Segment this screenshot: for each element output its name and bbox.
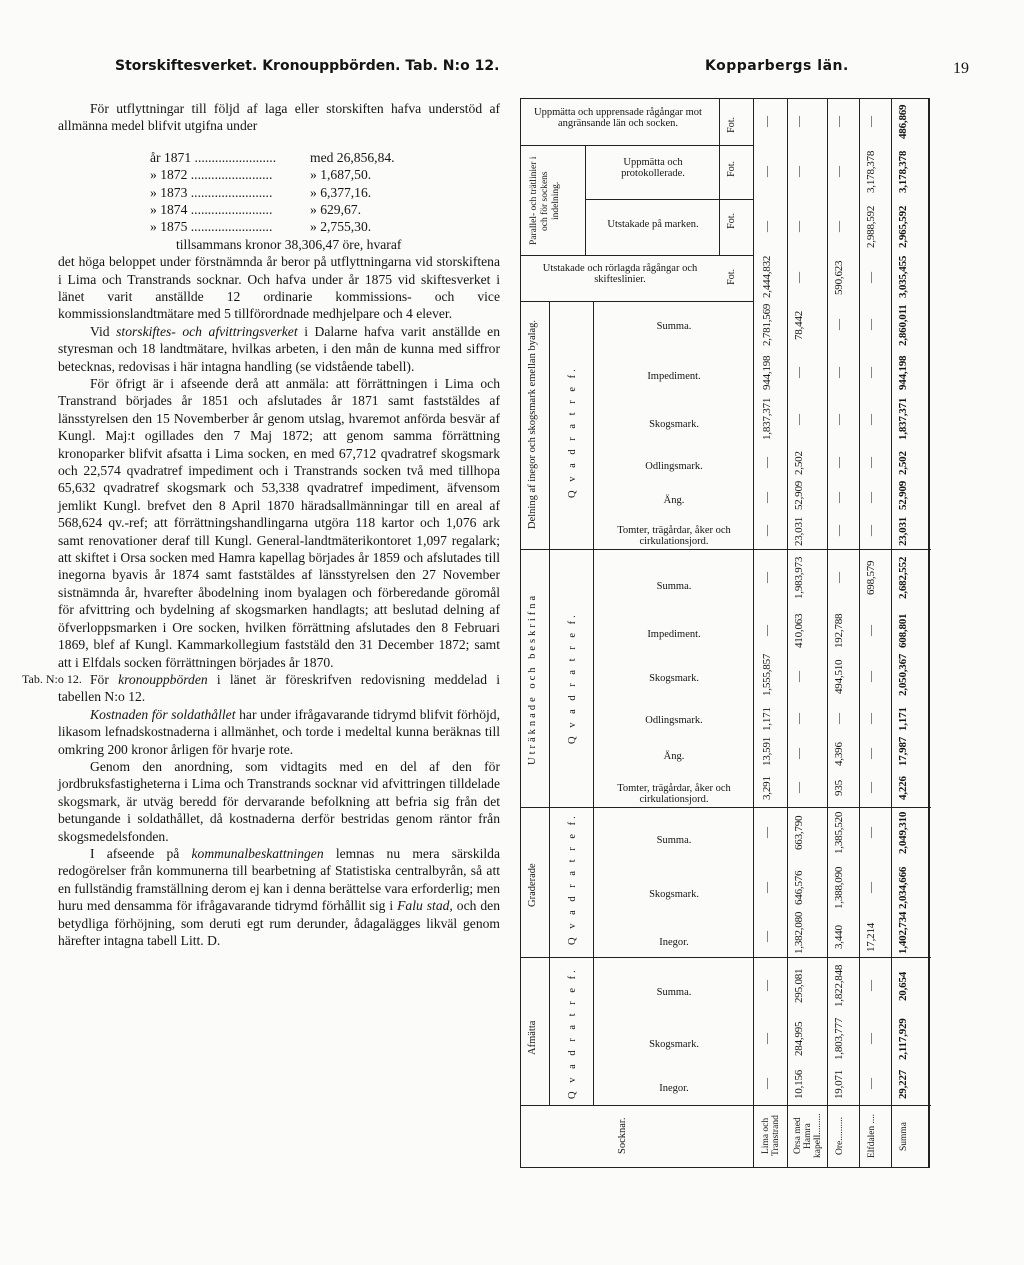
cell-ore-17: 1,388,090	[833, 866, 845, 910]
cell-orsa-15: —	[793, 782, 805, 794]
unit-fot: Fot.	[726, 161, 737, 177]
cell-elfdalen-19: —	[865, 980, 877, 992]
cell-elfdalen-16: —	[865, 827, 877, 839]
cell-orsa-9: 23,031	[793, 516, 805, 546]
cell-ore-8: —	[833, 492, 845, 504]
unit-fot: Fot.	[726, 213, 737, 229]
rule	[787, 99, 788, 1167]
p4-em: kronouppbörden	[118, 671, 208, 687]
years-list	[150, 149, 500, 236]
cell-lima-13: 1,171	[761, 707, 773, 731]
p7-em: kommunalbeskattningen	[191, 845, 324, 861]
cell-summa-18: 1,402,734	[897, 911, 909, 954]
year-amount: med 26,856,84.	[310, 149, 395, 165]
rule	[593, 301, 594, 549]
cell-ore-14: 4,396	[833, 742, 845, 766]
cell-elfdalen-8: —	[865, 492, 877, 504]
g3-row: Summa.	[656, 835, 692, 846]
sockn-summa: Summa	[899, 1121, 909, 1151]
sockn-elfdalen: Elfdalen ....	[867, 1113, 877, 1159]
cell-elfdalen-7: —	[865, 457, 877, 469]
p7-mid: lemnas nu mera särskilda redogörelser från kommunerna till bearbetning af Statistiska centralbyrån, så att en fullständig framställning derom ej kan i denna berättelse vara erforderlig; men huru med densamma för ifrågavarande tidrymd förhållit sig i	[58, 845, 501, 914]
rule	[827, 99, 828, 1167]
cell-summa-10: 2,682,552	[897, 556, 909, 600]
cell-orsa-2: —	[793, 221, 805, 233]
header-utstakade: Utstakade på marken.	[607, 219, 699, 230]
cell-orsa-5: —	[793, 367, 805, 379]
cell-summa-6: 1,837,371	[897, 397, 909, 440]
unit-fot: Fot.	[726, 117, 737, 133]
cell-elfdalen-13: —	[865, 713, 877, 725]
group4-unit: Q v a d r a t r e f.	[567, 967, 578, 1099]
p7-end: och den betydliga förhöjning, som deruti egt rum derunder, ådagalägges likväl genom härefter intagna tabell Litt. D.	[58, 898, 501, 949]
cell-orsa-19: 295,081	[793, 968, 805, 1004]
rule	[859, 99, 860, 1167]
group4-label: Afmätta	[527, 1020, 538, 1056]
cell-summa-19: 20,654	[897, 971, 909, 1001]
cell-elfdalen-5: —	[865, 367, 877, 379]
cell-orsa-12: —	[793, 671, 805, 683]
rule	[549, 807, 550, 957]
p5-rest: har under ifrågavarande tidrymd blifvit förhöjd, likasom lefnadskostnaderna i allmänhet, och torde i medeltal kunna beräknas till omkring 200 kronor årligen för hvarje rote.	[58, 706, 500, 757]
cell-elfdalen-12: —	[865, 671, 877, 683]
rule	[753, 99, 754, 1167]
statistics-table	[520, 98, 930, 1168]
g1-row: Skogsmark.	[649, 419, 699, 430]
cell-ore-18: 3,440	[833, 925, 845, 949]
group3-unit: Q v a d r a t r e f.	[567, 813, 578, 945]
cell-elfdalen-20: —	[865, 1033, 877, 1045]
cell-lima-0: —	[761, 116, 773, 128]
cell-lima-18: —	[761, 931, 773, 943]
cell-elfdalen-2: 2,988,592	[865, 205, 877, 249]
cell-elfdalen-18: 17,214	[865, 922, 877, 952]
cell-ore-2: —	[833, 221, 845, 233]
sockn-orsa: Orsa med Hamra kapell.........	[793, 1113, 823, 1159]
year-amount: » 2,755,30.	[310, 219, 372, 235]
cell-summa-1: 3,178,378	[897, 150, 909, 194]
cell-summa-20: 2,117,929	[897, 1018, 909, 1060]
cell-lima-7: —	[761, 457, 773, 469]
cell-summa-0: 486,869	[897, 104, 909, 140]
cell-summa-2: 2,965,592	[897, 205, 909, 249]
cell-summa-15: 4,226	[897, 776, 909, 800]
cell-lima-19: —	[761, 980, 773, 992]
header-protokollerade: Uppmätta och protokollerade.	[621, 157, 685, 179]
cell-elfdalen-10: 698,579	[865, 560, 877, 596]
cell-summa-16: 2,049,310	[897, 811, 909, 855]
running-head-left: Storskiftesverket. Kronouppbörden. Tab. N:o 12.	[115, 58, 500, 74]
rule	[719, 99, 720, 255]
p7-em2: Falu stad,	[397, 898, 453, 914]
cell-elfdalen-1: 3,178,378	[865, 150, 877, 194]
g1-row: Summa.	[656, 321, 692, 332]
cell-orsa-8: 52,909	[793, 480, 805, 510]
cell-orsa-6: —	[793, 414, 805, 426]
cell-elfdalen-0: —	[865, 116, 877, 128]
cell-orsa-0: —	[793, 116, 805, 128]
cell-elfdalen-15: —	[865, 782, 877, 794]
cell-orsa-3: —	[793, 272, 805, 284]
rule	[549, 957, 550, 1105]
cell-lima-14: 13,591	[761, 736, 773, 766]
rule	[549, 549, 550, 807]
cell-elfdalen-17: —	[865, 882, 877, 894]
g2-row: Odlingsmark.	[645, 715, 703, 726]
cell-lima-15: 3,291	[761, 776, 773, 800]
rule	[521, 255, 753, 256]
year-label: » 1872 ........................	[150, 167, 273, 183]
cell-summa-21: 29,227	[897, 1069, 909, 1099]
g4-row: Summa.	[656, 987, 692, 998]
rule	[521, 549, 931, 550]
cell-ore-10: —	[833, 572, 845, 584]
cell-elfdalen-14: —	[865, 748, 877, 760]
rule	[891, 99, 892, 1167]
g1-row: Tomter, trägårdar, åker och cirkulationsjord.	[617, 525, 731, 547]
year-row	[150, 184, 500, 201]
paragraph-3: För öfrigt är i afseende derå att anmäla: att förrättningen i Lima och Transtrand börjades år 1851 och afslutades år 1871 samt faststäldes af länsstyrelsen den 15 Novemberber år genom utslag, hvaremot anförda besvär af Kungl. Maj:t ogillades den 7 Maj 1872; att genom samma förrättning kronoparker blifvit afsatta i Lima socken, en med 67,712 qvadratref skogsmark och 22,574 qvadratref impediment och i Transtrands socken två med tillhopa 65,632 qvadratref skogsmark och 53,338 qvadratref impediment, äfvensom jemlikt Kungl. brefvet den 8 April 1870 häradsallmänningar till en areal af 568,624 qv.-ref; att förrättningshandlingarna utgöra 118 kartor och 1,076 ark samt renovationer deraf till Kungl. General-landtmäterikontoret 1,097 regalark; att skiftet i Orsa socken med Hamra kapellag börjades år 1859 och afslutades till inegorna byavis år 1874 samt faststäldes af länsstyrelsen den 27 November sistnämnda år, hvarefter åbodelning inom byalagen och förberedande göromål för afvittring och bydelning af skogsmarken handlagts; att beslutad delning af öfverloppsmarken i Ore socken, hvilken förrättning afslutades den 8 Februari 1869, blef af Kungl. Kammarkollegium faststäld den 31 December 1872; samt att i Elfdals socken förrättningen börjades år 1870.	[58, 376, 500, 670]
cell-orsa-17: 646,576	[793, 870, 805, 906]
g2-row: Impediment.	[647, 629, 701, 640]
paragraph-5	[58, 706, 500, 758]
cell-summa-7: 2,502	[897, 451, 909, 475]
cell-summa-13: 1,171	[897, 707, 909, 731]
rule	[521, 957, 931, 958]
cell-orsa-4: 78,442	[793, 310, 805, 340]
p2-rest: i Dalarne hafva varit anställde en styresman och 18 landtmätare, hvilkas arbeten, i den mån de kunna med siffror betecknas, redovisas i här intagna handling (se vidstående tabell).	[58, 323, 500, 374]
p7-lead: I afseende på	[90, 845, 180, 861]
socknar-label: Socknar.	[617, 1117, 628, 1155]
g2-row: Skogsmark.	[649, 673, 699, 684]
year-label: » 1874 ........................	[150, 201, 273, 217]
cell-summa-12: 2,050,367	[897, 653, 909, 696]
intro-paragraph: För utflyttningar till följd af laga eller storskiften hafva understöd af allmänna medel blifvit utgifna under	[58, 101, 500, 134]
year-amount: » 6,377,16.	[310, 184, 372, 200]
cell-summa-3: 3,035,455	[897, 255, 909, 298]
cell-ore-5: —	[833, 367, 845, 379]
cell-lima-17: —	[761, 882, 773, 894]
running-head-county: Kopparbergs län.	[705, 58, 849, 74]
year-label: år 1871 ........................	[150, 149, 277, 165]
group2-label: Uträknade och beskrifna	[527, 592, 538, 766]
rule	[585, 199, 753, 200]
year-row	[150, 201, 500, 218]
cell-ore-6: —	[833, 414, 845, 426]
cell-elfdalen-4: —	[865, 319, 877, 331]
tab-margin-note: Tab. N:o 12.	[22, 671, 82, 686]
cell-orsa-16: 663,790	[793, 815, 805, 851]
p5-em: Kostnaden för soldathållet	[90, 706, 236, 722]
cell-orsa-11: 410,063	[793, 613, 805, 649]
year-row	[150, 218, 500, 235]
g2-row: Äng.	[663, 751, 685, 762]
group1-unit: Q v a d r a t r e f.	[567, 366, 578, 498]
cell-lima-4: 2,781,569	[761, 303, 773, 346]
cell-summa-17: 2,034,666	[897, 866, 909, 910]
year-label: » 1873 ........................	[150, 184, 273, 200]
cell-ore-13: —	[833, 713, 845, 725]
cell-lima-6: 1,837,371	[761, 397, 773, 440]
paragraph-4	[22, 671, 500, 706]
p4-lead: För	[90, 671, 109, 687]
cell-orsa-18: 1,382,080	[793, 911, 805, 954]
cell-ore-7: —	[833, 457, 845, 469]
g1-row: Impediment.	[647, 371, 701, 382]
cell-elfdalen-3: —	[865, 272, 877, 284]
year-row	[150, 149, 500, 166]
cell-summa-9: 23,031	[897, 516, 909, 546]
rule	[593, 807, 594, 957]
cell-summa-5: 944,198	[897, 355, 909, 391]
cell-orsa-14: —	[793, 748, 805, 760]
p2-lead: Vid	[90, 323, 110, 339]
cell-lima-20: —	[761, 1033, 773, 1045]
g1-row: Odlingsmark.	[645, 461, 703, 472]
g3-row: Skogsmark.	[649, 889, 699, 900]
cell-lima-5: 944,198	[761, 355, 773, 391]
cell-ore-0: —	[833, 116, 845, 128]
parallel-label: Parallel- och trätlinier i och för sockens indelning.	[529, 156, 561, 246]
g4-row: Skogsmark.	[649, 1039, 699, 1050]
cell-orsa-1: —	[793, 166, 805, 178]
cell-elfdalen-6: —	[865, 414, 877, 426]
cell-ore-9: —	[833, 525, 845, 537]
cell-summa-4: 2,860,011	[897, 304, 909, 346]
group3-label: Graderade	[527, 863, 538, 907]
cell-lima-16: —	[761, 827, 773, 839]
rule	[521, 301, 753, 302]
cell-orsa-13: —	[793, 713, 805, 725]
cell-summa-11: 608,801	[897, 613, 909, 649]
cell-lima-2: —	[761, 221, 773, 233]
paragraph-7	[58, 845, 500, 949]
page-number: 19	[953, 60, 969, 77]
cell-elfdalen-9: —	[865, 525, 877, 537]
cell-summa-8: 52,909	[897, 480, 909, 510]
sockn-ore: Ore..........	[835, 1117, 845, 1155]
cell-lima-11: —	[761, 625, 773, 637]
cell-ore-15: 935	[833, 780, 845, 796]
paragraph-6: Genom den anordning, som vidtagits med en del af den för jordbruksfastigheterna i Lima och Transtrands socknar vid afvittringen tilldelade skogsmark, är utväg beredd för dervarande befolkning att befria sig från det betungande i soldathållet, då kostnaderna derför bestridas genom räntor från skogsmedelsfonden.	[58, 758, 500, 844]
cell-lima-8: —	[761, 492, 773, 504]
rule	[521, 1105, 931, 1106]
group1-label: Delning af inegor och skogsmark emellan byalag.	[527, 319, 538, 529]
cell-elfdalen-11: —	[865, 625, 877, 637]
paragraph-2	[58, 323, 500, 375]
year-row	[150, 166, 500, 183]
total-line: tillsammans kronor 38,306,47 öre, hvaraf	[176, 236, 402, 252]
unit-fot: Fot.	[726, 269, 737, 285]
rule	[549, 301, 550, 549]
cell-lima-3: 2,444,832	[761, 255, 773, 298]
p2-em: storskiftes- och afvittringsverket	[116, 323, 298, 339]
cell-ore-3: 590,623	[833, 260, 845, 296]
cell-lima-1: —	[761, 166, 773, 178]
p4-rest: i länet är föreskrifven redovisning meddelad i tabellen N:o 12.	[58, 671, 500, 705]
rule	[593, 957, 594, 1105]
year-label: » 1875 ........................	[150, 219, 273, 235]
text-column	[22, 100, 501, 949]
year-amount: » 629,67.	[310, 201, 361, 217]
rule	[593, 549, 594, 807]
header-skifteslinier: Utstakade och rörlagda rågångar och skifteslinier.	[542, 263, 698, 285]
cell-orsa-20: 284,995	[793, 1021, 805, 1057]
cell-ore-21: 19,071	[833, 1069, 845, 1099]
cell-ore-20: 1,803,777	[833, 1017, 845, 1060]
cell-ore-16: 1,385,520	[833, 811, 845, 855]
cell-lima-9: —	[761, 525, 773, 537]
sockn-lima: Lima och Transtrand	[761, 1115, 781, 1157]
cell-orsa-10: 1,983,973	[793, 556, 805, 600]
cell-orsa-7: 2,502	[793, 451, 805, 475]
year-amount: » 1,687,50.	[310, 167, 372, 183]
g4-row: Inegor.	[659, 1083, 689, 1094]
cell-summa-14: 17,987	[897, 736, 909, 766]
cell-lima-10: —	[761, 572, 773, 584]
cell-orsa-21: 10,156	[793, 1069, 805, 1099]
cell-ore-11: 192,788	[833, 613, 845, 649]
group2-unit: Q v a d r a t r e f.	[567, 612, 578, 744]
paragraph-1-cont: det höga beloppet under förstnämnda år beror på utflyttningarna vid storskiftena i Lima och Transtrands socknar. Och hafva under år 1875 vid skiftesverket i länet varit anställde 12 ordinarie kommissions- och vice kommissionslandtmätare med 5 tillförordnade medhjelpare och 4 elever.	[58, 254, 500, 322]
cell-ore-19: 1,822,848	[833, 964, 845, 1008]
g1-row: Äng.	[663, 495, 685, 506]
cell-ore-4: —	[833, 319, 845, 331]
g2-row: Tomter, trägårdar, åker och cirkulationsjord.	[617, 783, 731, 805]
rule	[585, 145, 586, 255]
header-rågångar: Uppmätta och upprensade rågångar mot angränsande län och socken.	[534, 107, 702, 129]
cell-ore-1: —	[833, 166, 845, 178]
cell-lima-21: —	[761, 1078, 773, 1090]
cell-elfdalen-21: —	[865, 1078, 877, 1090]
cell-lima-12: 1,555,857	[761, 653, 773, 696]
cell-ore-12: 494,510	[833, 659, 845, 695]
g3-row: Inegor.	[659, 937, 689, 948]
g2-row: Summa.	[656, 581, 692, 592]
rule	[521, 807, 931, 808]
